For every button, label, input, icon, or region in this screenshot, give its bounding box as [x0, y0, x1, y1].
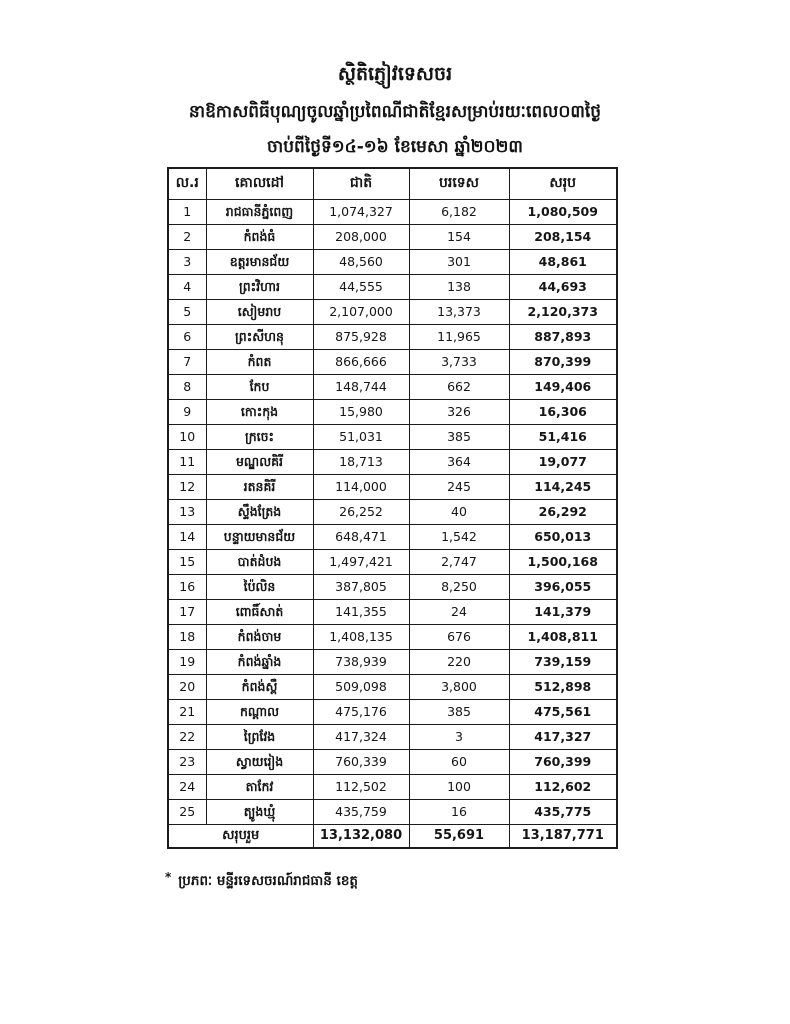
foreign-count: 16	[409, 799, 509, 824]
grand-total-label: សរុបរួម	[168, 824, 313, 848]
table-row	[168, 249, 617, 274]
row-number: 4	[168, 274, 206, 299]
national-count: 48,560	[313, 249, 409, 274]
column-header-total: សរុប	[509, 168, 617, 199]
total-count: 396,055	[509, 574, 617, 599]
table-row	[168, 524, 617, 549]
table-body	[168, 199, 617, 824]
grand-total-foreign: 55,691	[409, 824, 509, 848]
destination-name: សៀមរាប	[206, 299, 313, 324]
footnote-asterisk: *	[165, 870, 172, 884]
total-count: 2,120,373	[509, 299, 617, 324]
table-row	[168, 324, 617, 349]
national-count: 475,176	[313, 699, 409, 724]
destination-name: ស្វាយរៀង	[206, 749, 313, 774]
table-row	[168, 574, 617, 599]
total-count: 435,775	[509, 799, 617, 824]
destination-name: ប៉ៃលិន	[206, 574, 313, 599]
row-number: 24	[168, 774, 206, 799]
national-count: 1,074,327	[313, 199, 409, 224]
title-line-3: ចាប់ពីថ្ងៃទី១៤-១៦ ខែមេសា ឆ្នាំ២០២៣	[267, 137, 523, 157]
total-count: 149,406	[509, 374, 617, 399]
national-count: 44,555	[313, 274, 409, 299]
destination-name: មណ្ឌលគិរី	[206, 449, 313, 474]
row-number: 21	[168, 699, 206, 724]
total-count: 650,013	[509, 524, 617, 549]
total-count: 16,306	[509, 399, 617, 424]
total-count: 19,077	[509, 449, 617, 474]
destination-name: ពោធិ៍សាត់	[206, 599, 313, 624]
table-row	[168, 499, 617, 524]
destination-name: កែប	[206, 374, 313, 399]
destination-name: បន្ទាយមានជ័យ	[206, 524, 313, 549]
table-row	[168, 799, 617, 824]
row-number: 10	[168, 424, 206, 449]
total-count: 112,602	[509, 774, 617, 799]
national-count: 51,031	[313, 424, 409, 449]
destination-name: ព្រះវិហារ	[206, 274, 313, 299]
column-header-foreign: បរទេស	[409, 168, 509, 199]
total-count: 417,327	[509, 724, 617, 749]
foreign-count: 1,542	[409, 524, 509, 549]
table-row	[168, 299, 617, 324]
total-count: 48,861	[509, 249, 617, 274]
destination-name: កំពង់ស្ពឺ	[206, 674, 313, 699]
national-count: 435,759	[313, 799, 409, 824]
national-count: 417,324	[313, 724, 409, 749]
row-number: 19	[168, 649, 206, 674]
total-count: 141,379	[509, 599, 617, 624]
row-number: 11	[168, 449, 206, 474]
table-row	[168, 449, 617, 474]
destination-name: កំពត	[206, 349, 313, 374]
destination-name: កណ្តាល	[206, 699, 313, 724]
total-count: 870,399	[509, 349, 617, 374]
national-count: 1,497,421	[313, 549, 409, 574]
foreign-count: 24	[409, 599, 509, 624]
destination-name: ព្រះសីហនុ	[206, 324, 313, 349]
column-header-no: ល.រ	[168, 168, 206, 199]
national-count: 648,471	[313, 524, 409, 549]
row-number: 20	[168, 674, 206, 699]
row-number: 7	[168, 349, 206, 374]
row-number: 8	[168, 374, 206, 399]
grand-total-total: 13,187,771	[509, 824, 617, 848]
row-number: 12	[168, 474, 206, 499]
destination-name: រាជធានីភ្នំពេញ	[206, 199, 313, 224]
national-count: 208,000	[313, 224, 409, 249]
destination-name: ក្រចេះ	[206, 424, 313, 449]
table-row	[168, 349, 617, 374]
foreign-count: 385	[409, 699, 509, 724]
grand-total-row	[168, 824, 617, 848]
row-number: 5	[168, 299, 206, 324]
foreign-count: 220	[409, 649, 509, 674]
foreign-count: 364	[409, 449, 509, 474]
destination-name: រតនគិរី	[206, 474, 313, 499]
row-number: 9	[168, 399, 206, 424]
table-row	[168, 374, 617, 399]
row-number: 14	[168, 524, 206, 549]
title-line-2: នាឱកាសពិធីបុណ្យចូលឆ្នាំប្រពៃណីជាតិខ្មែរសម្រាប់រយៈពេល០៣ថ្ងៃ	[188, 102, 602, 122]
foreign-count: 40	[409, 499, 509, 524]
foreign-count: 3,733	[409, 349, 509, 374]
foreign-count: 60	[409, 749, 509, 774]
foreign-count: 8,250	[409, 574, 509, 599]
national-count: 2,107,000	[313, 299, 409, 324]
foreign-count: 676	[409, 624, 509, 649]
table-row	[168, 624, 617, 649]
national-count: 760,339	[313, 749, 409, 774]
table-row	[168, 224, 617, 249]
foreign-count: 662	[409, 374, 509, 399]
national-count: 26,252	[313, 499, 409, 524]
destination-name: កោះកុង	[206, 399, 313, 424]
title-line-1: ស្ថិតិភ្ញៀវទេសចរ	[337, 63, 453, 85]
table-row	[168, 649, 617, 674]
row-number: 25	[168, 799, 206, 824]
foreign-count: 3	[409, 724, 509, 749]
table-row	[168, 699, 617, 724]
total-count: 475,561	[509, 699, 617, 724]
row-number: 15	[168, 549, 206, 574]
foreign-count: 2,747	[409, 549, 509, 574]
national-count: 141,355	[313, 599, 409, 624]
column-header-destination: គោលដៅ	[206, 168, 313, 199]
total-count: 26,292	[509, 499, 617, 524]
destination-name: កំពង់ចាម	[206, 624, 313, 649]
foreign-count: 100	[409, 774, 509, 799]
national-count: 1,408,135	[313, 624, 409, 649]
foreign-count: 3,800	[409, 674, 509, 699]
row-number: 16	[168, 574, 206, 599]
row-number: 23	[168, 749, 206, 774]
destination-name: ព្រៃវែង	[206, 724, 313, 749]
row-number: 18	[168, 624, 206, 649]
foreign-count: 11,965	[409, 324, 509, 349]
total-count: 114,245	[509, 474, 617, 499]
destination-name: ត្បូងឃ្មុំ	[206, 799, 313, 824]
column-header-national: ជាតិ	[313, 168, 409, 199]
table-row	[168, 199, 617, 224]
foreign-count: 245	[409, 474, 509, 499]
row-number: 2	[168, 224, 206, 249]
footnote-text: ប្រភពៈ មន្ទីរទេសចរណ៍រាជធានី ខេត្ត	[178, 873, 358, 889]
document-title	[0, 0, 790, 160]
table-row	[168, 774, 617, 799]
destination-name: ស្ទឹងត្រែង	[206, 499, 313, 524]
national-count: 112,502	[313, 774, 409, 799]
foreign-count: 326	[409, 399, 509, 424]
destination-name: កំពង់ឆ្នាំង	[206, 649, 313, 674]
total-count: 1,408,811	[509, 624, 617, 649]
row-number: 1	[168, 199, 206, 224]
row-number: 22	[168, 724, 206, 749]
foreign-count: 138	[409, 274, 509, 299]
source-footnote	[165, 870, 790, 892]
grand-total-national: 13,132,080	[313, 824, 409, 848]
national-count: 387,805	[313, 574, 409, 599]
total-count: 512,898	[509, 674, 617, 699]
destination-name: តាកែវ	[206, 774, 313, 799]
table-row	[168, 474, 617, 499]
table-row	[168, 749, 617, 774]
destination-name: កំពង់ធំ	[206, 224, 313, 249]
foreign-count: 154	[409, 224, 509, 249]
total-count: 51,416	[509, 424, 617, 449]
table-header-row	[168, 168, 617, 199]
national-count: 866,666	[313, 349, 409, 374]
foreign-count: 385	[409, 424, 509, 449]
total-count: 1,080,509	[509, 199, 617, 224]
table-row	[168, 674, 617, 699]
foreign-count: 301	[409, 249, 509, 274]
national-count: 509,098	[313, 674, 409, 699]
national-count: 114,000	[313, 474, 409, 499]
row-number: 3	[168, 249, 206, 274]
row-number: 17	[168, 599, 206, 624]
total-count: 760,399	[509, 749, 617, 774]
table-row	[168, 424, 617, 449]
foreign-count: 13,373	[409, 299, 509, 324]
foreign-count: 6,182	[409, 199, 509, 224]
destination-name: ឧត្តរមានជ័យ	[206, 249, 313, 274]
total-count: 44,693	[509, 274, 617, 299]
national-count: 18,713	[313, 449, 409, 474]
table-row	[168, 599, 617, 624]
table-row	[168, 724, 617, 749]
row-number: 6	[168, 324, 206, 349]
row-number: 13	[168, 499, 206, 524]
total-count: 739,159	[509, 649, 617, 674]
national-count: 15,980	[313, 399, 409, 424]
table-row	[168, 399, 617, 424]
table-row	[168, 274, 617, 299]
total-count: 208,154	[509, 224, 617, 249]
table-row	[168, 549, 617, 574]
destination-name: បាត់ដំបង	[206, 549, 313, 574]
total-count: 887,893	[509, 324, 617, 349]
total-count: 1,500,168	[509, 549, 617, 574]
national-count: 738,939	[313, 649, 409, 674]
tourist-statistics-table	[167, 167, 618, 849]
national-count: 148,744	[313, 374, 409, 399]
national-count: 875,928	[313, 324, 409, 349]
